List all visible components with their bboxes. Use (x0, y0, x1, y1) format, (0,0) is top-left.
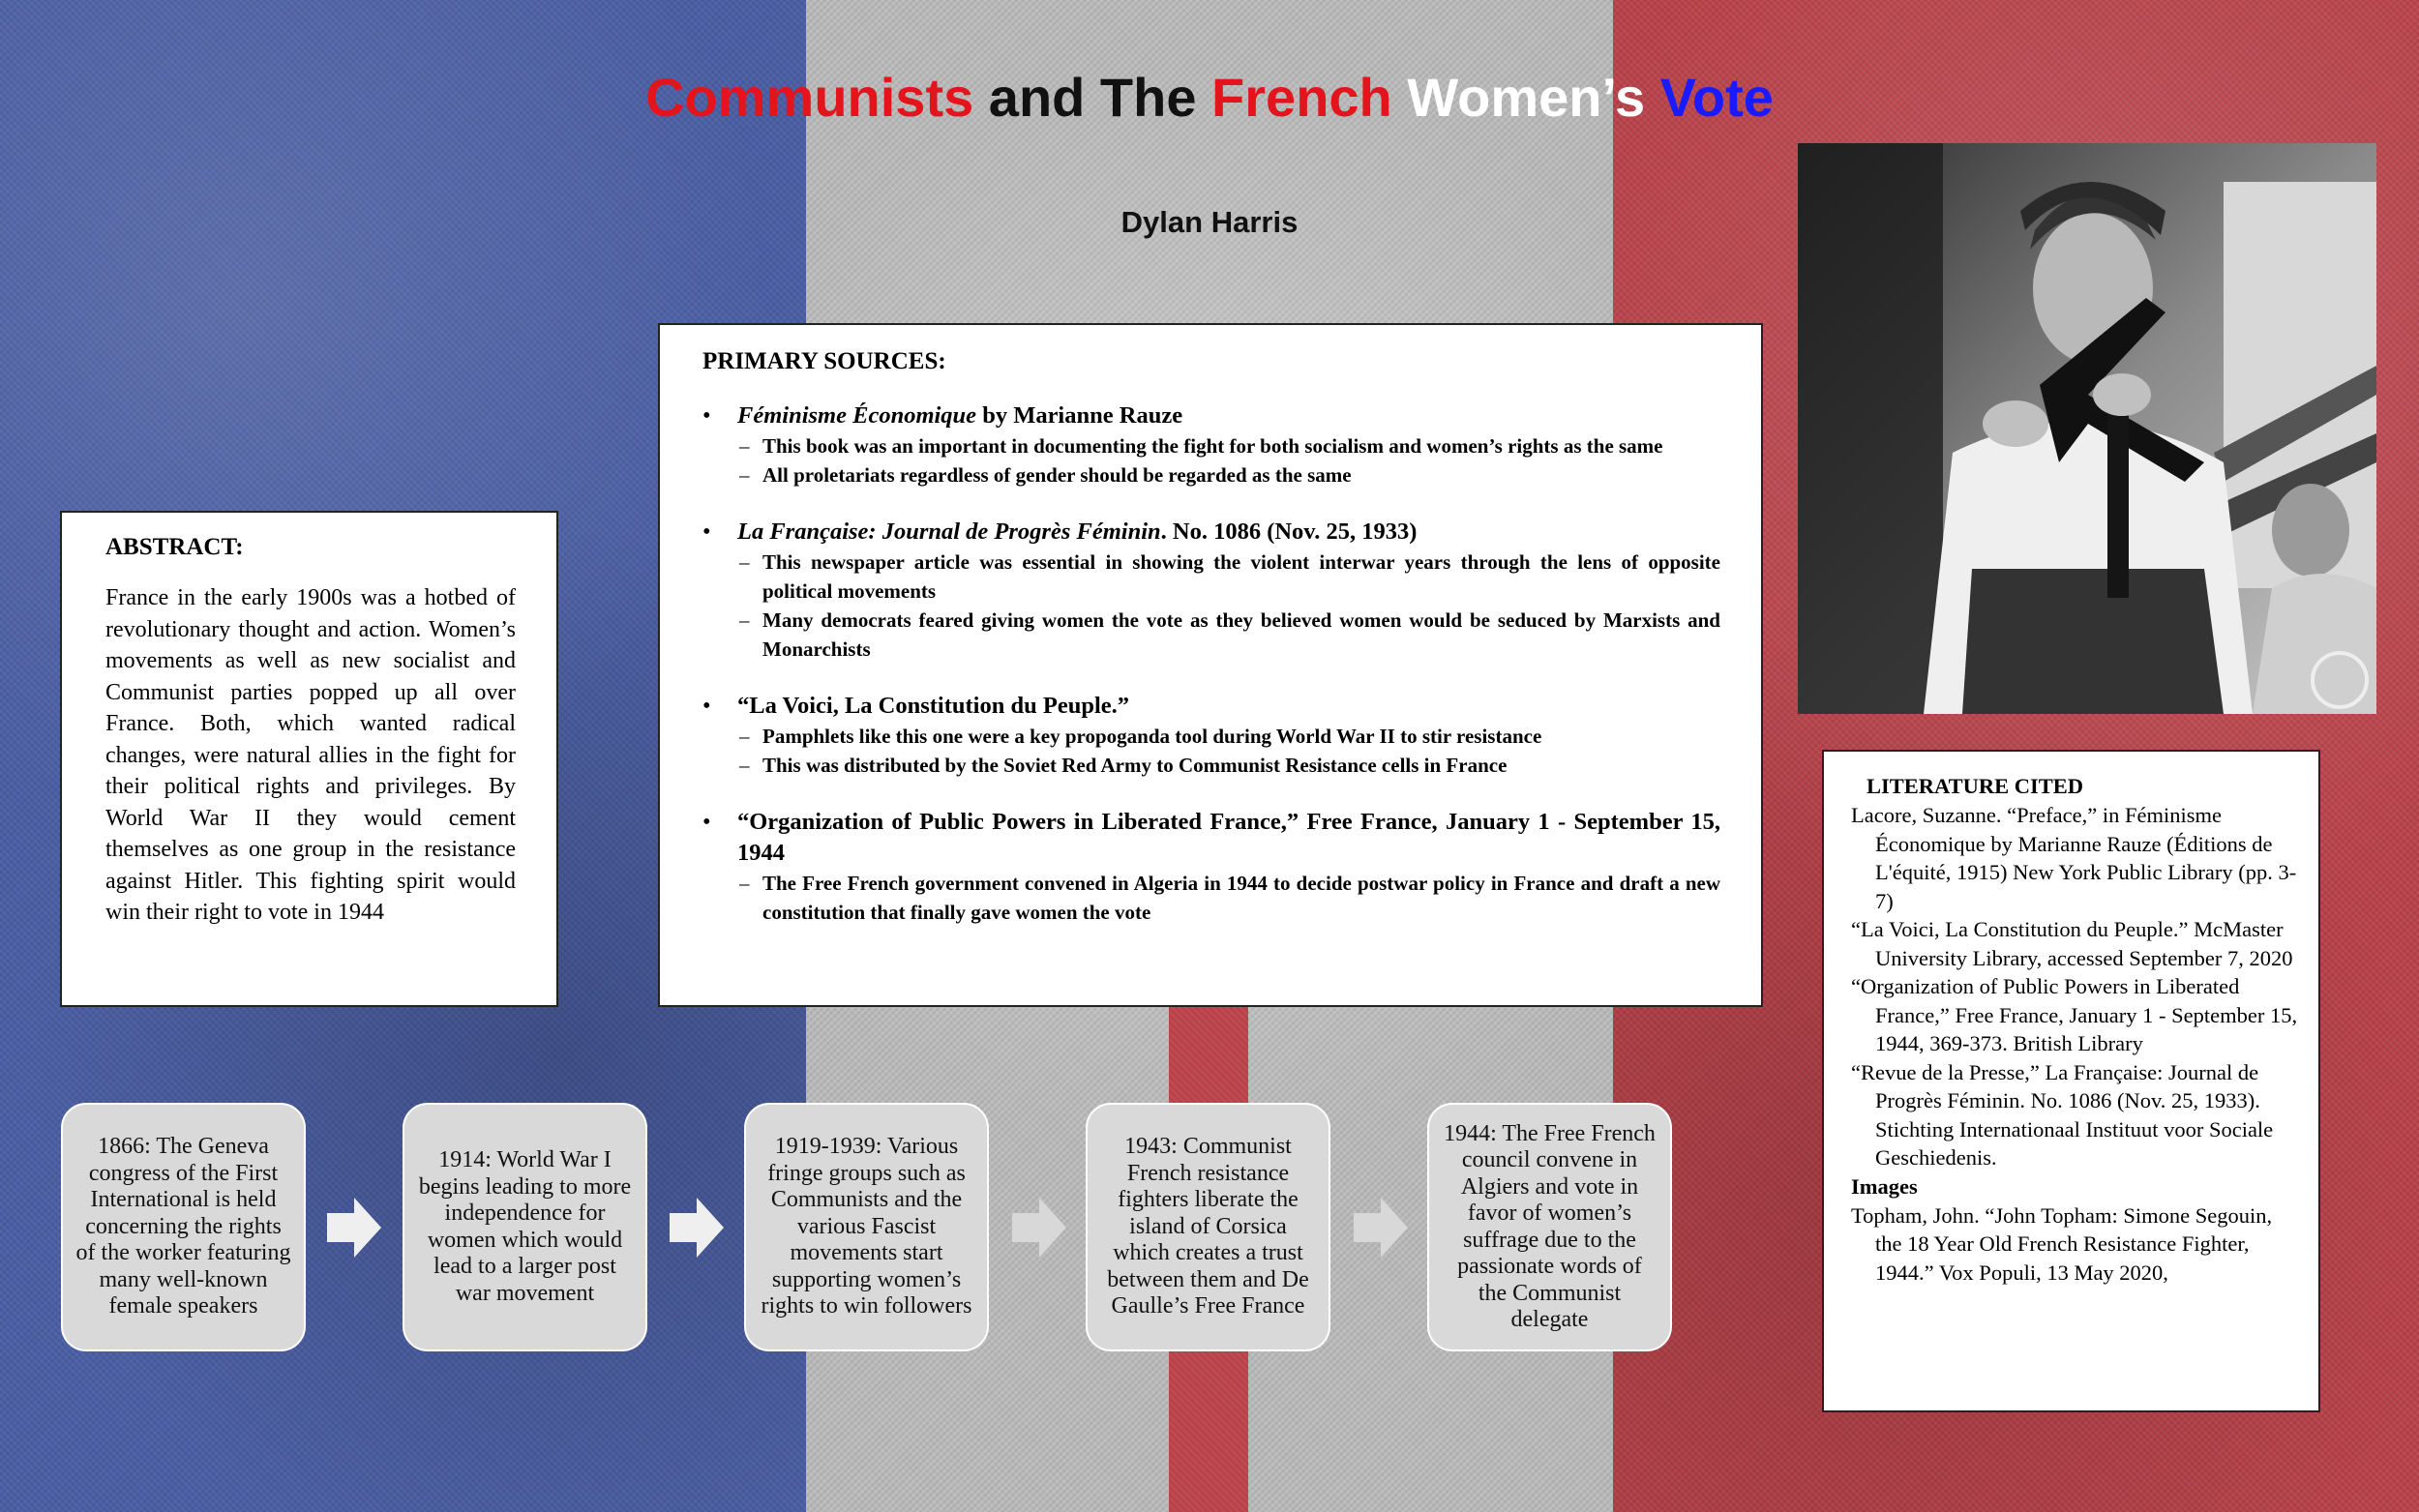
source-point: – This was distributed by the Soviet Red Army to Communist Resistance cells in France (702, 751, 1720, 780)
timeline-text: 1866: The Geneva congress of the First International is held concerning the rights of the worker featuring many well-known female speakers (75, 1134, 291, 1319)
timeline-text: 1919-1939: Various fringe groups such as Communists and the various Fascist movements start supporting women’s rights to win followers (761, 1134, 972, 1319)
source-point: – This book was an important in documenting the fight for both socialism and women’s rights as the same (702, 431, 1720, 460)
images-heading: Images (1851, 1173, 1918, 1199)
title-part-vote: Vote (1659, 67, 1774, 128)
image-citation: Topham, John. “John Topham: Simone Segouin, the 18 Year Old French Resistance Fighter, 1944.” Vox Populi, 13 May 2020, (1851, 1202, 2273, 1285)
primary-source-item (702, 400, 1720, 489)
timeline-text: 1914: World War I begins leading to more independence for women which would lead to a larger post war movement (418, 1147, 632, 1306)
arrow-right-icon (327, 1198, 381, 1258)
source-point: – All proletariats regardless of gender should be regarded as the same (702, 460, 1720, 489)
citation: Lacore, Suzanne. “Preface,” in Féminisme Économique by Marianne Rauze (Éditions de L'équité, 1915) New York Public Library (pp. 3-7) (1851, 803, 2297, 913)
source-point: – Many democrats feared giving women the vote as they believed women would be seduced by Marxists and Monarchists (702, 606, 1720, 664)
title-part-and-the: and The (973, 67, 1212, 128)
timeline-box-1914 (403, 1103, 647, 1351)
timeline-box-1944 (1427, 1103, 1672, 1351)
source-title-rest: . No. 1086 (Nov. 25, 1933) (1160, 519, 1418, 545)
source-title-italic: La Française: Journal de Progrès Féminin (737, 519, 1161, 545)
source-title-rest: by Marianne Rauze (976, 402, 1183, 429)
timeline-text: 1943: Communist French resistance fighters liberate the island of Corsica which creates a trust between them and De Gaulle’s Free France (1107, 1134, 1309, 1319)
literature-cited-box (1822, 750, 2320, 1412)
timeline-text: 1944: The Free French council convene in Algiers and vote in favor of women’s suffrage due to the passionate words of the Communist delegate (1444, 1120, 1656, 1332)
primary-source-item (702, 691, 1720, 780)
title-part-communists: Communists (645, 67, 974, 128)
timeline-box-1919-1939 (744, 1103, 989, 1351)
citation: “La Voici, La Constitution du Peuple.” McMaster University Library, accessed September 7, 2020 (1851, 917, 2293, 970)
abstract-box (60, 511, 558, 1007)
citation: “Revue de la Presse,” La Française: Journal de Progrès Féminin. No. 1086 (Nov. 25, 1933). Stichting Internationaal Instituut voor Sociale Geschiedenis. (1851, 1059, 2274, 1170)
arrow-right-icon (1354, 1198, 1408, 1258)
arrow-right-icon (1012, 1198, 1066, 1258)
arrow-right-icon (670, 1198, 724, 1258)
source-point: – Pamphlets like this one were a key propoganda tool during World War II to stir resistance (702, 722, 1720, 751)
author-name: Dylan Harris (1120, 205, 1299, 239)
primary-source-item (702, 807, 1720, 927)
primary-source-title (702, 517, 1720, 548)
primary-source-title (702, 691, 1720, 722)
source-title-italic: Féminisme Économique (737, 402, 977, 429)
source-point: – The Free French government convened in Algeria in 1944 to decide postwar policy in France and draft a new constitution that finally gave women the vote (702, 869, 1720, 927)
resistance-fighter-photo (1798, 143, 2376, 714)
primary-source-item (702, 517, 1720, 664)
poster-title (0, 66, 2419, 129)
timeline-box-1866 (61, 1103, 306, 1351)
source-title-rest: “La Voici, La Constitution du Peuple.” (737, 693, 1130, 719)
title-part-womens: Women’s (1391, 67, 1660, 128)
primary-source-title (702, 400, 1720, 431)
primary-sources-heading: PRIMARY SOURCES: (702, 348, 946, 374)
citation: “Organization of Public Powers in Liberated France,” Free France, January 1 - September 15, 1944, 369-373. British Library (1851, 974, 2298, 1055)
source-title-rest: “Organization of Public Powers in Liberated France,” Free France, January 1 - September 15, 1944 (737, 809, 1720, 866)
primary-source-title (702, 807, 1720, 869)
abstract-body: France in the early 1900s was a hotbed of revolutionary thought and action. Women’s movements as well as new socialist and Communist parties popped up all over France. Both, which wanted radical changes, were natural allies in the fight for their political rights and privileges. By World War II they would cement themselves as one group in the resistance against Hitler. This fighting spirit would win their right to vote in 1944 (105, 585, 516, 925)
source-point: – This newspaper article was essential in showing the violent interwar years through the lens of opposite political movements (702, 548, 1720, 606)
abstract-heading: ABSTRACT: (105, 534, 244, 560)
title-part-french: French (1211, 67, 1392, 128)
primary-sources-box (658, 323, 1763, 1007)
literature-heading: LITERATURE CITED (1867, 774, 2084, 798)
photo-illustration (1798, 143, 2376, 714)
timeline-box-1943 (1086, 1103, 1330, 1351)
